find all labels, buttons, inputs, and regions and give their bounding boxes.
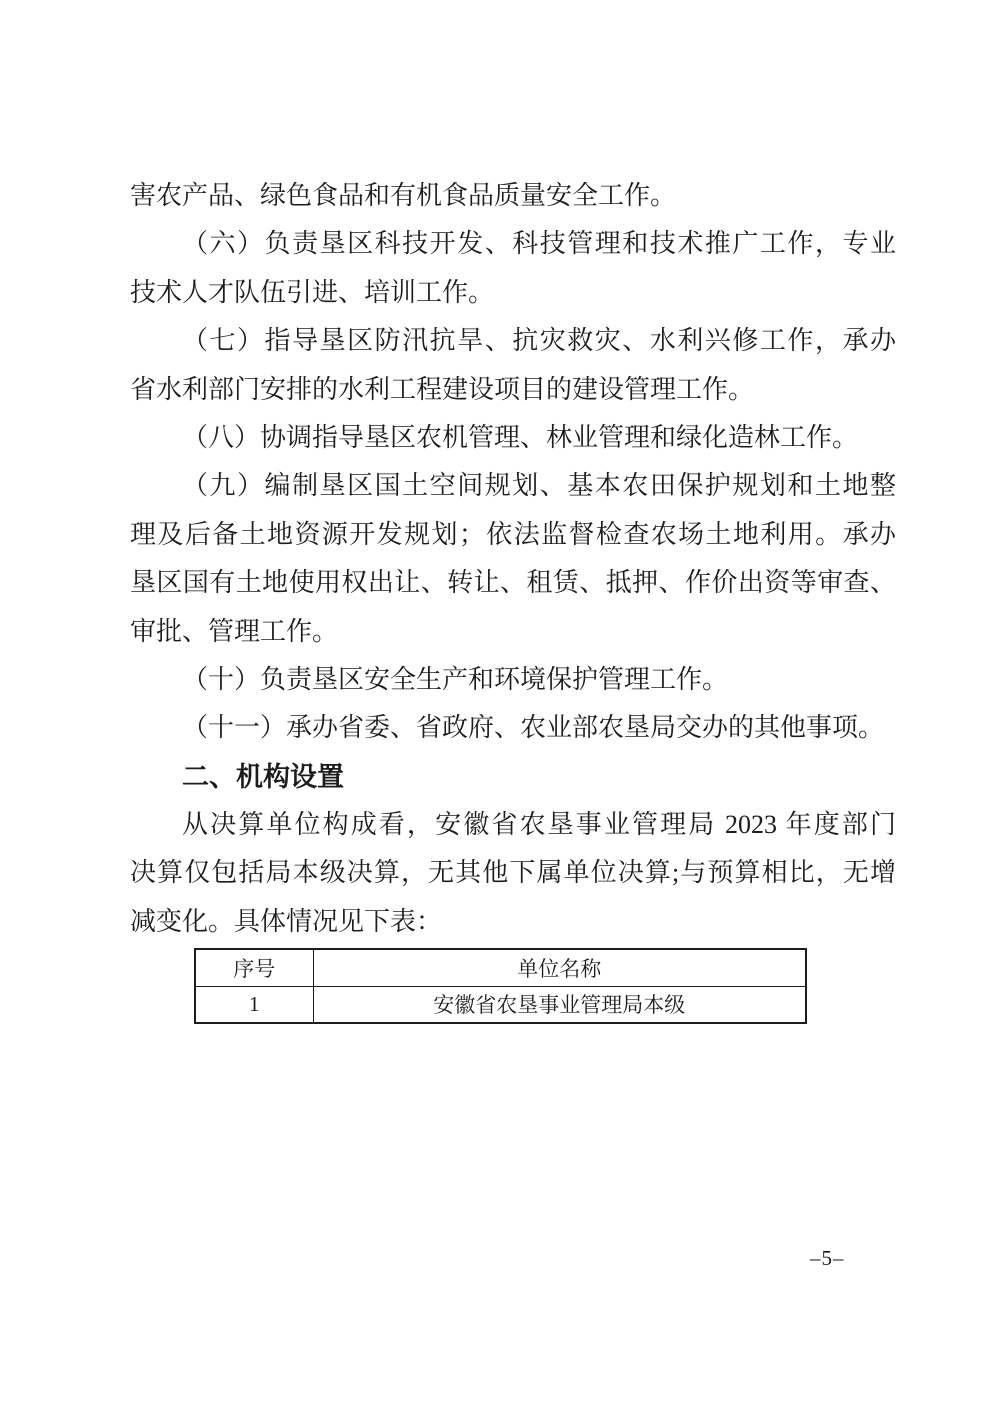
body-line: （九）编制垦区国土空间规划、基本农田保护规划和土地整	[182, 471, 896, 501]
body-line: 垦区国有土地使用权出让、转让、租赁、抵押、作价出资等审查、	[130, 568, 896, 598]
body-line: 决算仅包括局本级决算，无其他下属单位决算;与预算相比，无增	[130, 858, 896, 888]
table-cell-seq: 1	[195, 986, 313, 1023]
table-header-row	[195, 949, 806, 986]
body-line: 理及后备土地资源开发规划；依法监督检查农场土地利用。承办	[130, 519, 896, 549]
table-header-seq: 序号	[195, 949, 313, 986]
body-line: 害农产品、绿色食品和有机食品质量安全工作。	[130, 181, 677, 210]
table-row	[195, 986, 806, 1023]
body-line: 从决算单位构成看，安徽省农垦事业管理局 2023 年度部门	[182, 810, 896, 840]
body-line: （十一）承办省委、省政府、农业部农垦局交办的其他事项。	[182, 713, 885, 743]
section-heading: 二、机构设置	[182, 761, 344, 792]
body-line: （六）负责垦区科技开发、科技管理和技术推广工作，专业	[182, 229, 896, 259]
unit-table	[194, 948, 807, 1024]
document-body	[130, 172, 896, 946]
body-line: （十）负责垦区安全生产和环境保护管理工作。	[182, 664, 729, 694]
table-cell-unit-name: 安徽省农垦事业管理局本级	[313, 986, 806, 1023]
body-line: （八）协调指导垦区农机管理、林业管理和绿化造林工作。	[182, 422, 859, 452]
body-line: 审批、管理工作。	[130, 616, 339, 646]
body-line: 省水利部门安排的水利工程建设项目的建设管理工作。	[130, 374, 755, 404]
body-line: 减变化。具体情况见下表：	[130, 906, 443, 936]
body-line: 技术人才队伍引进、培训工作。	[130, 277, 495, 307]
page-number: –5–	[810, 1246, 845, 1270]
body-line: （七）指导垦区防汛抗旱、抗灾救灾、水利兴修工作，承办	[182, 326, 896, 356]
table-header-unit-name: 单位名称	[313, 949, 806, 986]
